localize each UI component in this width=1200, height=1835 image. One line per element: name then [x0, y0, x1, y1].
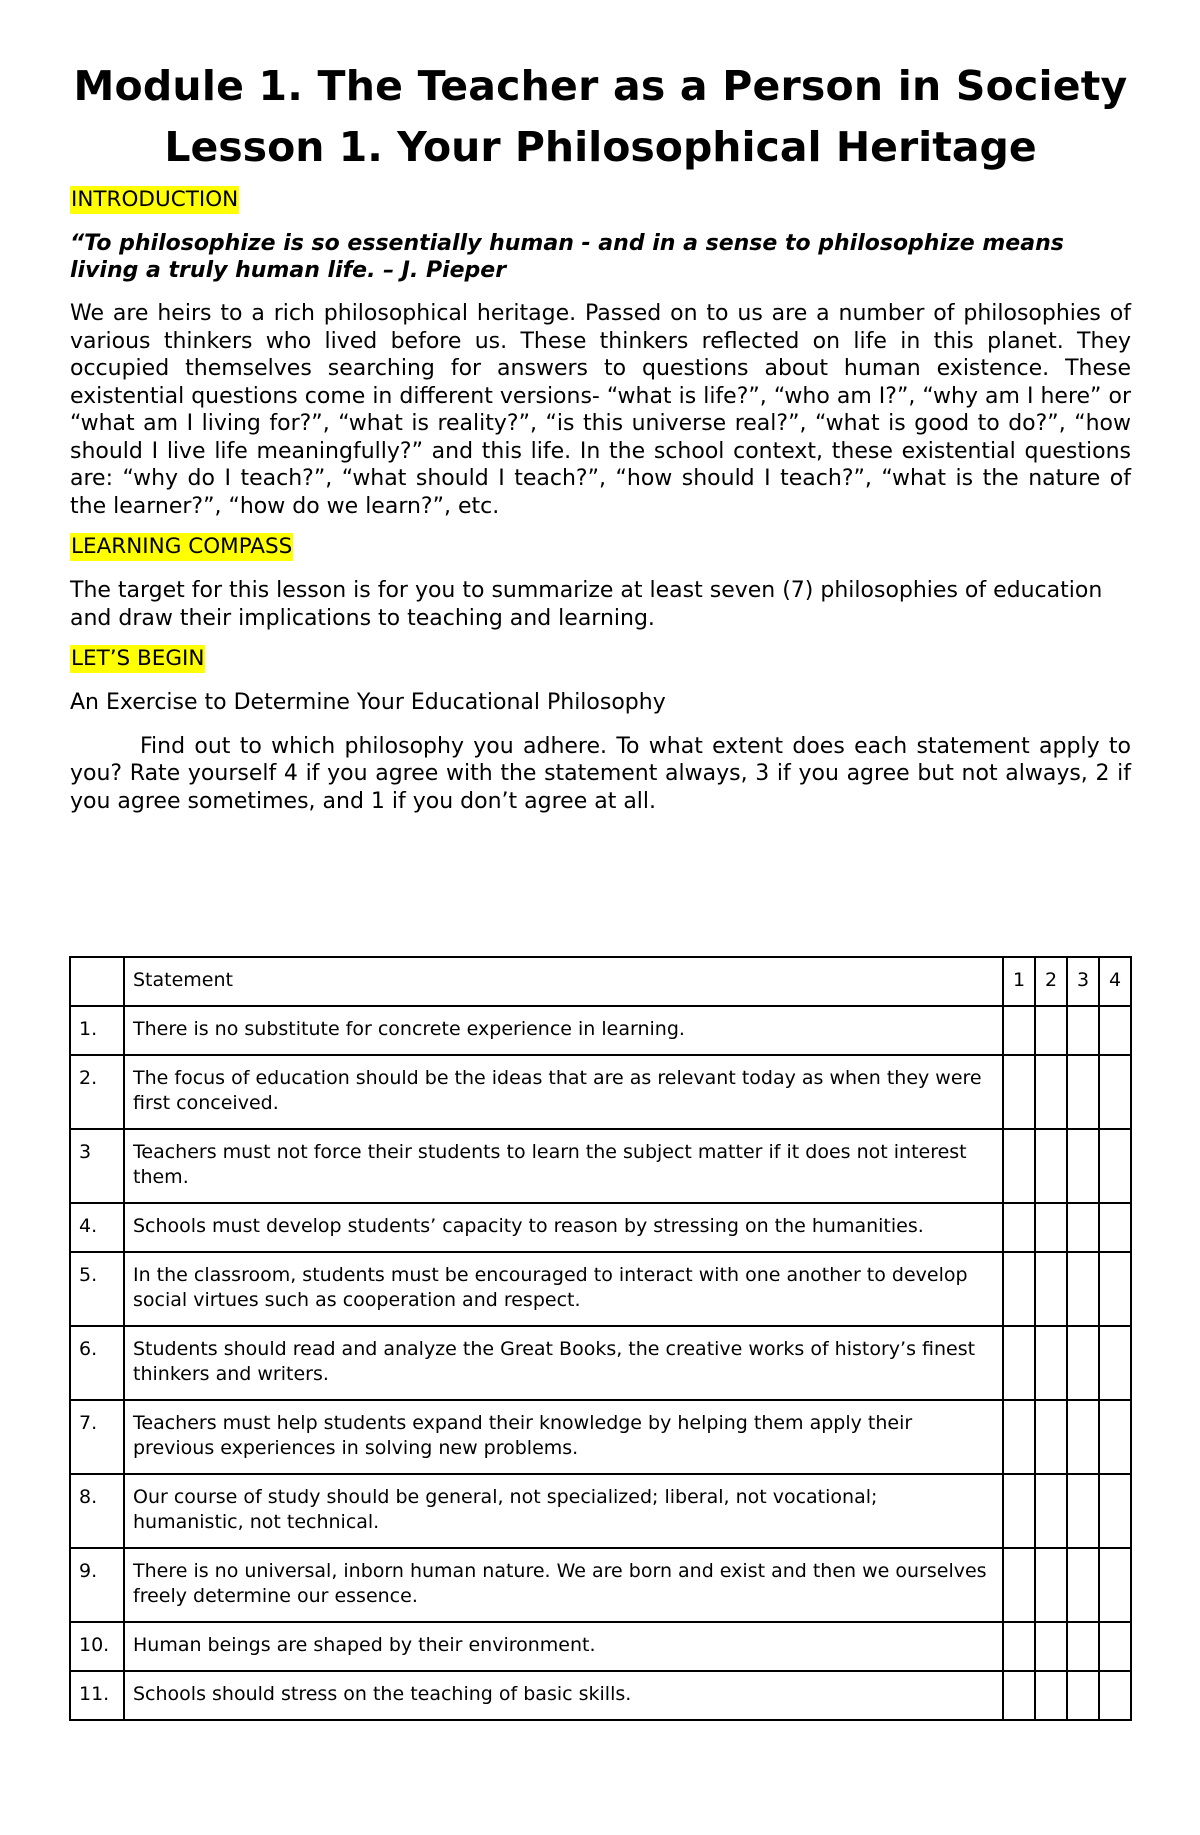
- table-row: [70, 1474, 1131, 1548]
- rating-cell-2[interactable]: [1035, 1006, 1067, 1055]
- rating-cell-4[interactable]: [1099, 1252, 1131, 1326]
- learning-compass-heading: LEARNING COMPASS: [71, 534, 293, 559]
- rating-cell-2[interactable]: [1035, 1129, 1067, 1203]
- header-num-cell: [70, 957, 124, 1006]
- rating-cell-3[interactable]: [1067, 1252, 1099, 1326]
- row-number: 5.: [70, 1252, 124, 1326]
- table-row: [70, 1055, 1131, 1129]
- row-statement: Schools must develop students’ capacity to reason by stressing on the humanities.: [124, 1203, 1003, 1252]
- rating-cell-2[interactable]: [1035, 1055, 1067, 1129]
- rating-cell-4[interactable]: [1099, 1400, 1131, 1474]
- rating-cell-4[interactable]: [1099, 1055, 1131, 1129]
- document-page: [70, 60, 1131, 815]
- row-number: 11.: [70, 1671, 124, 1720]
- pieper-quote: “To philosophize is so essentially human - and in a sense to philosophize means living a truly human life. – J. Pieper: [70, 231, 1064, 283]
- rating-cell-1[interactable]: [1003, 1252, 1035, 1326]
- rating-cell-1[interactable]: [1003, 1400, 1035, 1474]
- lesson-title: Lesson 1. Your Philosophical Heritage: [164, 123, 1037, 171]
- header-rating-2: 2: [1035, 957, 1067, 1006]
- row-number: 8.: [70, 1474, 124, 1548]
- table-row: [70, 1252, 1131, 1326]
- rating-cell-3[interactable]: [1067, 1671, 1099, 1720]
- rating-cell-3[interactable]: [1067, 1203, 1099, 1252]
- rating-cell-1[interactable]: [1003, 1203, 1035, 1252]
- row-number: 4.: [70, 1203, 124, 1252]
- table-row: [70, 1622, 1131, 1671]
- introduction-heading: INTRODUCTION: [71, 187, 239, 212]
- rating-cell-2[interactable]: [1035, 1548, 1067, 1622]
- exercise-instructions: Find out to which philosophy you adhere. To what extent does each statement apply to you? Rate yourself 4 if you agree with the statement always, 3 if you agree but not always, 2 if you agree sometimes, and 1 if you don’t agree at all.: [70, 733, 1131, 814]
- row-statement: There is no universal, inborn human nature. We are born and exist and then we ourselves freely determine our essence.: [124, 1548, 1003, 1622]
- rating-cell-2[interactable]: [1035, 1252, 1067, 1326]
- table-row: [70, 1326, 1131, 1400]
- rating-cell-2[interactable]: [1035, 1203, 1067, 1252]
- header-statement-cell: Statement: [124, 957, 1003, 1006]
- learning-compass-section: [70, 533, 1131, 632]
- row-statement: Schools should stress on the teaching of basic skills.: [124, 1671, 1003, 1720]
- row-number: 9.: [70, 1548, 124, 1622]
- row-number: 6.: [70, 1326, 124, 1400]
- rating-cell-1[interactable]: [1003, 1055, 1035, 1129]
- table-row: [70, 1671, 1131, 1720]
- rating-cell-2[interactable]: [1035, 1326, 1067, 1400]
- rating-cell-3[interactable]: [1067, 1129, 1099, 1203]
- row-number: 3: [70, 1129, 124, 1203]
- table-row: [70, 1400, 1131, 1474]
- rating-cell-1[interactable]: [1003, 1326, 1035, 1400]
- header-rating-4: 4: [1099, 957, 1131, 1006]
- rating-cell-3[interactable]: [1067, 1622, 1099, 1671]
- module-title: Module 1. The Teacher as a Person in Society: [73, 62, 1128, 110]
- row-number: 7.: [70, 1400, 124, 1474]
- row-number: 1.: [70, 1006, 124, 1055]
- rating-cell-3[interactable]: [1067, 1006, 1099, 1055]
- table-row: [70, 1548, 1131, 1622]
- rating-cell-1[interactable]: [1003, 1474, 1035, 1548]
- row-statement: Human beings are shaped by their environment.: [124, 1622, 1003, 1671]
- header-rating-1: 1: [1003, 957, 1035, 1006]
- introduction-body: We are heirs to a rich philosophical heritage. Passed on to us are a number of philosophies of various thinkers who lived before us. These thinkers reflected on life in this planet. They occupied themselves searching for answers to questions about human existence. These existential questions come in different versions- “what is life?”, “who am I?”, “why am I here” or “what am I living for?”, “what is reality?”, “is this universe real?”, “what is good to do?”, “how should I live life meaningfully?” and this life. In the school context, these existential questions are: “why do I teach?”, “what should I teach?”, “how should I teach?”, “what is the nature of the learner?”, “how do we learn?”, etc.: [70, 301, 1131, 519]
- rating-cell-2[interactable]: [1035, 1671, 1067, 1720]
- table-row: [70, 1203, 1131, 1252]
- row-statement: Teachers must not force their students to learn the subject matter if it does not interest them.: [124, 1129, 1003, 1203]
- rating-cell-2[interactable]: [1035, 1622, 1067, 1671]
- rating-cell-1[interactable]: [1003, 1129, 1035, 1203]
- row-statement: In the classroom, students must be encouraged to interact with one another to develop social virtues such as cooperation and respect.: [124, 1252, 1003, 1326]
- row-statement: Teachers must help students expand their knowledge by helping them apply their previous experiences in solving new problems.: [124, 1400, 1003, 1474]
- rating-cell-1[interactable]: [1003, 1548, 1035, 1622]
- introduction-section: [70, 186, 1131, 520]
- rating-cell-3[interactable]: [1067, 1326, 1099, 1400]
- table-row: [70, 1129, 1131, 1203]
- rating-cell-4[interactable]: [1099, 1474, 1131, 1548]
- row-number: 2.: [70, 1055, 124, 1129]
- rating-cell-1[interactable]: [1003, 1671, 1035, 1720]
- row-statement: Students should read and analyze the Great Books, the creative works of history’s finest thinkers and writers.: [124, 1326, 1003, 1400]
- rating-cell-4[interactable]: [1099, 1203, 1131, 1252]
- header-rating-3: 3: [1067, 957, 1099, 1006]
- philosophy-survey-table: [69, 956, 1132, 1721]
- rating-cell-3[interactable]: [1067, 1474, 1099, 1548]
- rating-cell-4[interactable]: [1099, 1326, 1131, 1400]
- rating-cell-3[interactable]: [1067, 1548, 1099, 1622]
- table-header-row: [70, 957, 1131, 1006]
- rating-cell-3[interactable]: [1067, 1400, 1099, 1474]
- table-row: [70, 1006, 1131, 1055]
- row-number: 10.: [70, 1622, 124, 1671]
- learning-compass-body: The target for this lesson is for you to summarize at least seven (7) philosophies of education and draw their implications to teaching and learning.: [70, 578, 1103, 631]
- rating-cell-4[interactable]: [1099, 1006, 1131, 1055]
- rating-cell-2[interactable]: [1035, 1400, 1067, 1474]
- exercise-title: An Exercise to Determine Your Educational Philosophy: [70, 690, 666, 715]
- rating-cell-4[interactable]: [1099, 1671, 1131, 1720]
- rating-cell-2[interactable]: [1035, 1474, 1067, 1548]
- lets-begin-section: [70, 645, 1131, 815]
- rating-cell-1[interactable]: [1003, 1006, 1035, 1055]
- row-statement: Our course of study should be general, not specialized; liberal, not vocational; humanistic, not technical.: [124, 1474, 1003, 1548]
- rating-cell-3[interactable]: [1067, 1055, 1099, 1129]
- row-statement: The focus of education should be the ideas that are as relevant today as when they were first conceived.: [124, 1055, 1003, 1129]
- rating-cell-1[interactable]: [1003, 1622, 1035, 1671]
- rating-cell-4[interactable]: [1099, 1622, 1131, 1671]
- rating-cell-4[interactable]: [1099, 1129, 1131, 1203]
- rating-cell-4[interactable]: [1099, 1548, 1131, 1622]
- lets-begin-heading: LET’S BEGIN: [71, 646, 205, 671]
- row-statement: There is no substitute for concrete experience in learning.: [124, 1006, 1003, 1055]
